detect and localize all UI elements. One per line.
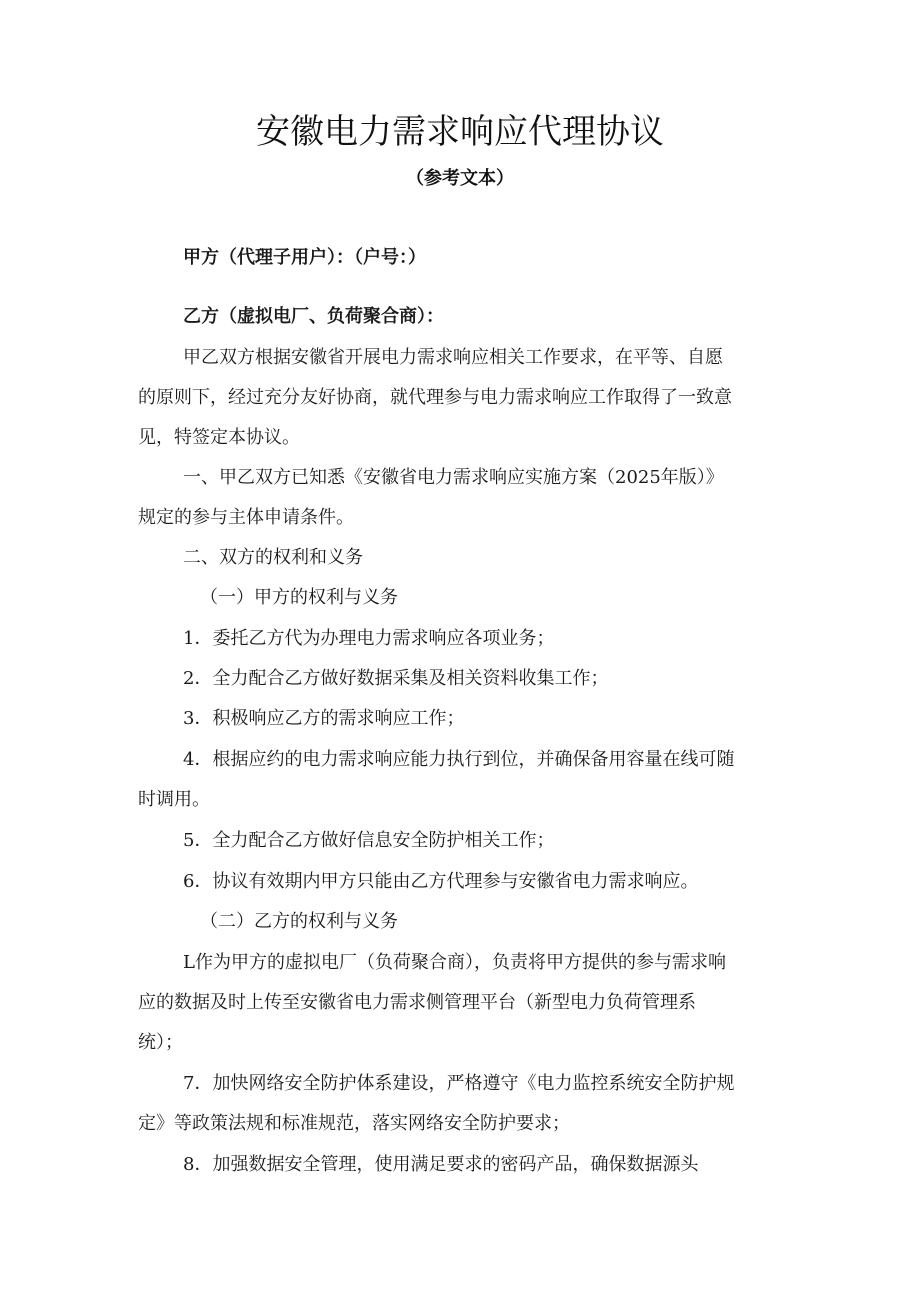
intro-line-2: 的原则下，经过充分友好协商，就代理参与电力需求响应工作取得了一致意 [138, 387, 732, 408]
document-title: 安徽电力需求响应代理协议 [256, 112, 664, 152]
party-a-item-6: 6．协议有效期内甲方只能由乙方代理参与安徽省电力需求响应。 [183, 871, 699, 892]
party-b-item-7-line-1: 7．加快网络安全防护体系建设，严格遵守《电力监控系统安全防护规 [183, 1073, 735, 1094]
party-a-rights-heading: （一）甲方的权利与义务 [200, 587, 398, 608]
party-a-item-1: 1．委托乙方代为办理电力需求响应各项业务； [183, 628, 555, 649]
party-b-line: 乙方（虚拟电厂、负荷聚合商）： [183, 306, 444, 327]
intro-line-3: 见，特签定本协议。 [138, 427, 300, 448]
party-b-item-1-line-3: 统）； [138, 1032, 183, 1053]
party-a-item-5: 5．全力配合乙方做好信息安全防护相关工作； [183, 830, 555, 851]
document-subtitle: （参考文本） [406, 168, 514, 189]
party-b-item-1-line-2: 应的数据及时上传至安徽省电力需求侧管理平台（新型电力负荷管理系 [138, 992, 696, 1013]
party-b-item-1-line-1: L作为甲方的虚拟电厂（负荷聚合商），负责将甲方提供的参与需求响 [183, 952, 726, 973]
clause1-line-1: 一、甲乙双方已知悉《安徽省电力需求响应实施方案（2025年版）》 [183, 467, 724, 488]
party-a-item-4-line-1: 4．根据应约的电力需求响应能力执行到位，并确保备用容量在线可随 [183, 749, 735, 770]
party-a-item-3: 3．积极响应乙方的需求响应工作； [183, 708, 465, 729]
intro-line-1: 甲乙双方根据安徽省开展电力需求响应相关工作要求，在平等、自愿 [183, 347, 723, 368]
party-b-item-7-line-2: 定》等政策法规和标准规范，落实网络安全防护要求； [138, 1113, 570, 1134]
party-a-line: 甲方（代理子用户）：（户号：） [183, 247, 426, 268]
party-b-item-8-line-1: 8．加强数据安全管理，使用满足要求的密码产品，确保数据源头 [183, 1154, 699, 1175]
party-b-rights-heading: （二）乙方的权利与义务 [200, 911, 398, 932]
clause2-heading: 二、双方的权利和义务 [183, 547, 363, 568]
party-a-item-2: 2．全力配合乙方做好数据采集及相关资料收集工作； [183, 668, 609, 689]
clause1-line-2: 规定的参与主体申请条件。 [138, 507, 354, 528]
party-a-item-4-line-2: 时调用。 [138, 789, 210, 810]
